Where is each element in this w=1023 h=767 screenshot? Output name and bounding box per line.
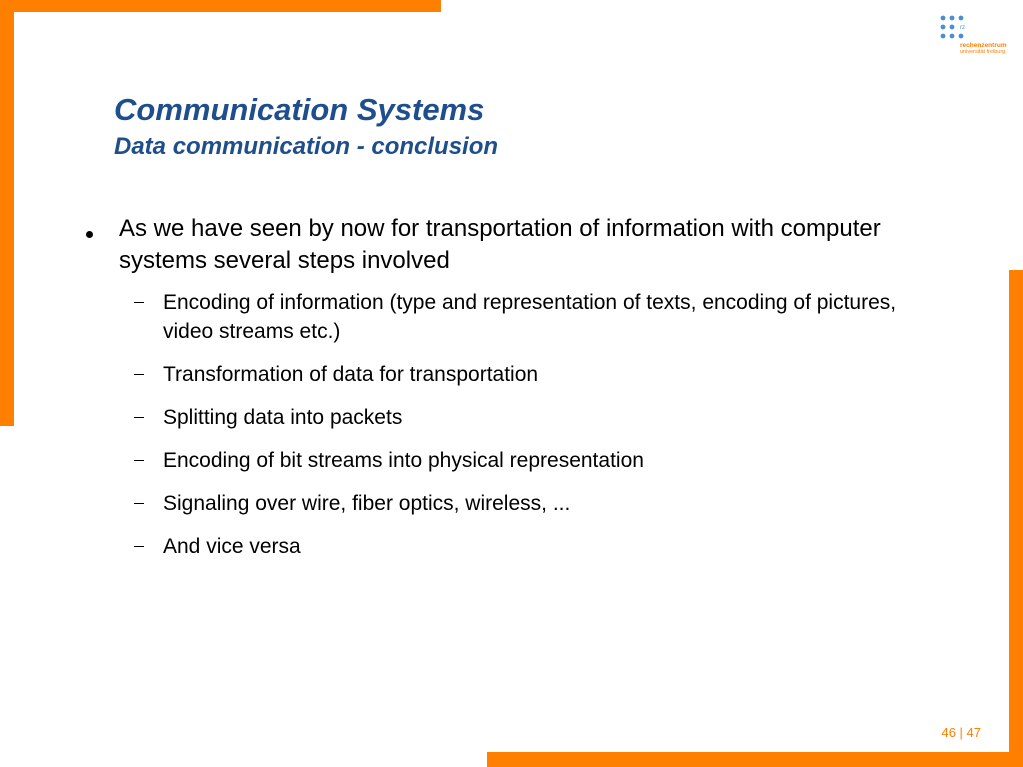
slide-subtitle: Data communication - conclusion — [114, 133, 499, 160]
sub-bullet-text: Transformation of data for transportation — [163, 363, 539, 386]
slide-title: Communication Systems — [114, 92, 485, 127]
dash-icon — [134, 374, 144, 375]
dash-icon — [134, 546, 144, 547]
logo-rz-text: rz — [960, 25, 965, 31]
logo-name-text: rechenzentrum — [960, 42, 1007, 49]
dash-icon — [134, 417, 144, 418]
dash-icon — [134, 302, 144, 303]
logo-sub-text: universität freiburg — [960, 49, 1006, 55]
dash-icon — [134, 503, 144, 504]
sub-bullet-text: Splitting data into packets — [163, 406, 403, 429]
page-number: 46 | 47 — [941, 725, 981, 740]
dash-icon — [134, 460, 144, 461]
bullet-dot-icon — [86, 231, 93, 238]
sub-bullet-text: Encoding of information (type and representation of texts, encoding of pictures, video streams etc.) — [163, 291, 897, 343]
main-bullet-text: As we have seen by now for transportation of information with computer systems several steps involved — [119, 215, 881, 274]
sub-bullet-text: Encoding of bit streams into physical representation — [163, 449, 644, 472]
sub-bullet-text: And vice versa — [163, 535, 301, 558]
sub-bullet-text: Signaling over wire, fiber optics, wireless, ... — [163, 492, 571, 515]
